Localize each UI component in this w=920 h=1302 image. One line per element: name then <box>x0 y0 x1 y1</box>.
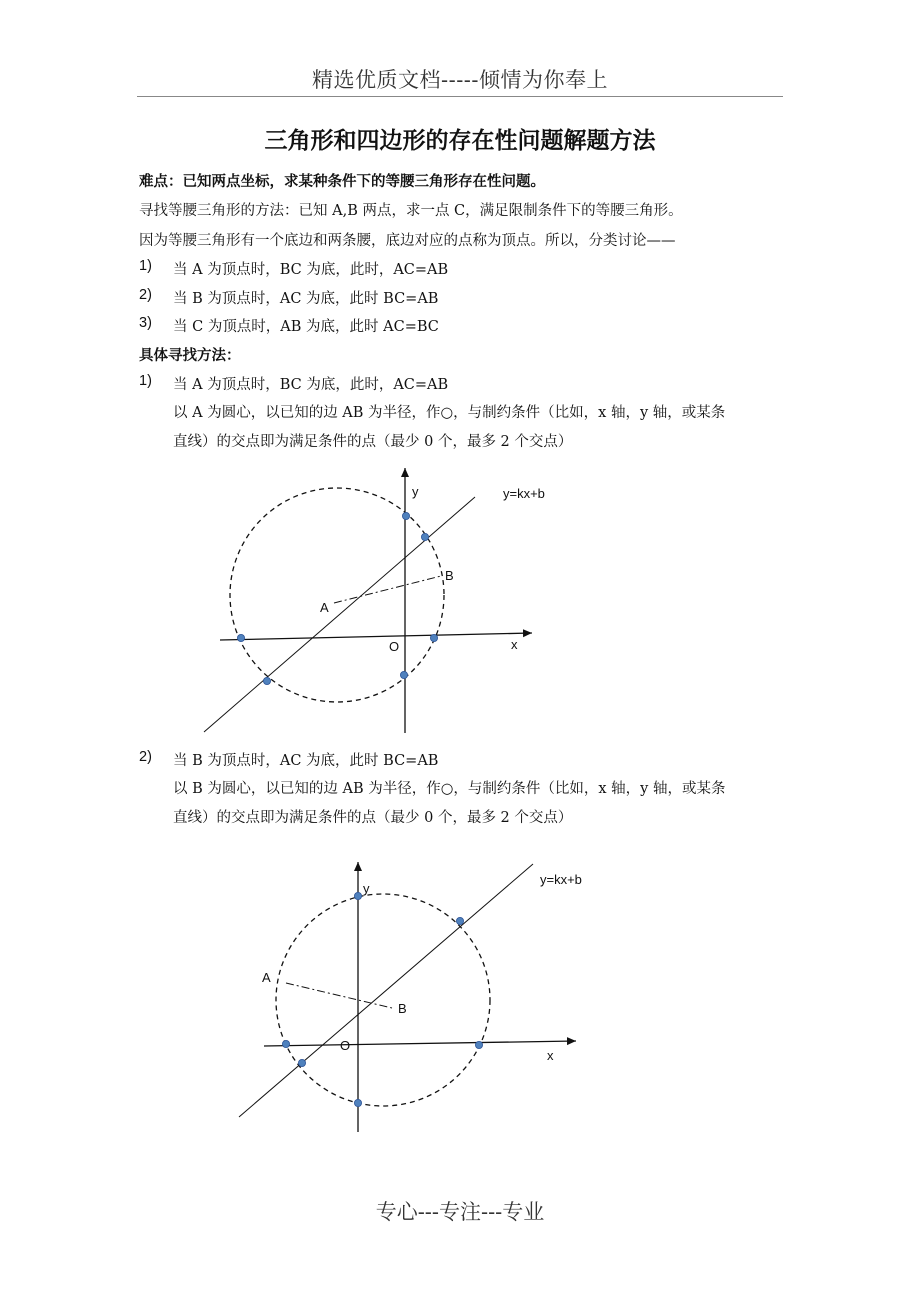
detail-2-line-2: 直线）的交点即为满足条件的点（最少 0 个，最多 2 个交点） <box>173 810 573 826</box>
figure-2-intersection-point <box>456 917 463 924</box>
figure-2-point-b-label: B <box>398 1001 407 1016</box>
figure-2-intersection-point <box>298 1059 305 1066</box>
case-3-number: 3) <box>139 315 152 331</box>
detail-2-number: 2) <box>139 749 152 765</box>
detail-1-line-2: 直线）的交点即为满足条件的点（最少 0 个，最多 2 个交点） <box>173 434 573 450</box>
figure-2-y-label: y <box>363 881 370 896</box>
detail-1-heading: 当 A 为顶点时，BC 为底，此时，AC=AB <box>173 377 449 393</box>
figure-1-segment-ab <box>334 576 441 603</box>
figure-1-point-a-label: A <box>320 600 329 615</box>
case-3-text: 当 C 为顶点时，AB 为底，此时 AC=BC <box>173 319 439 335</box>
figure-1-intersection-point <box>402 512 409 519</box>
figure-1-intersection-point <box>400 671 407 678</box>
figure-1-intersection-point <box>237 634 244 641</box>
figure-2-intersection-point <box>282 1040 289 1047</box>
case-1-text: 当 A 为顶点时，BC 为底，此时，AC=AB <box>173 262 449 278</box>
figure-1-intersection-point <box>421 533 428 540</box>
figure-1 <box>204 468 545 733</box>
detail-1-number: 1) <box>139 373 152 389</box>
figure-1-intersection-point <box>430 634 437 641</box>
figure-2-intersection-point <box>475 1041 482 1048</box>
figure-1-point-b-label: B <box>445 568 454 583</box>
figure-2-point-a-label: A <box>262 970 271 985</box>
figure-1-y-label: y <box>412 484 419 499</box>
case-2-text: 当 B 为顶点时，AC 为底，此时 BC=AB <box>173 291 439 307</box>
figure-2-line-kx-b <box>239 864 533 1117</box>
difficulty-statement: 难点：已知两点坐标，求某种条件下的等腰三角形存在性问题。 <box>139 173 545 190</box>
figure-2-x-label: x <box>547 1048 554 1063</box>
classification-reason: 因为等腰三角形有一个底边和两条腰，底边对应的点称为顶点。所以，分类讨论—— <box>139 233 676 249</box>
figure-2-x-axis <box>264 1041 576 1046</box>
detail-2-heading: 当 B 为顶点时，AC 为底，此时 BC=AB <box>173 753 439 769</box>
figure-1-circle <box>230 488 444 702</box>
figure-1-x-axis <box>220 633 532 640</box>
figure-1-origin-label: O <box>389 639 400 654</box>
page-header: 精选优质文档-----倾情为你奉上 <box>312 68 608 92</box>
figure-1-line-kx-b <box>204 497 475 732</box>
figure-1-x-label: x <box>511 637 518 652</box>
figure-1-intersection-point <box>263 677 270 684</box>
specific-method-heading: 具体寻找方法： <box>139 347 241 364</box>
figure-2-intersection-point <box>354 892 361 899</box>
figure-2-intersection-point <box>354 1099 361 1106</box>
detail-2-line-1: 以 B 为圆心，以已知的边 AB 为半径，作○，与制约条件（比如，x 轴，y 轴，或某条 <box>173 781 726 797</box>
figure-2-line-label: y=kx+b <box>540 872 582 887</box>
figure-2 <box>239 862 582 1132</box>
figure-2-circle <box>276 894 490 1106</box>
method-intro: 寻找等腰三角形的方法：已知 A,B 两点，求一点 C，满足限制条件下的等腰三角形。 <box>139 203 683 219</box>
page-footer: 专心---专注---专业 <box>375 1200 545 1224</box>
detail-1-line-1: 以 A 为圆心，以已知的边 AB 为半径，作○，与制约条件（比如，x 轴，y 轴，或某条 <box>173 405 726 421</box>
figure-2-origin-label: O <box>340 1038 351 1053</box>
document-title: 三角形和四边形的存在性问题解题方法 <box>264 127 656 154</box>
case-1-number: 1) <box>139 258 152 274</box>
figure-1-line-label: y=kx+b <box>503 486 545 501</box>
figure-2-segment-ab <box>286 983 392 1008</box>
case-2-number: 2) <box>139 287 152 303</box>
